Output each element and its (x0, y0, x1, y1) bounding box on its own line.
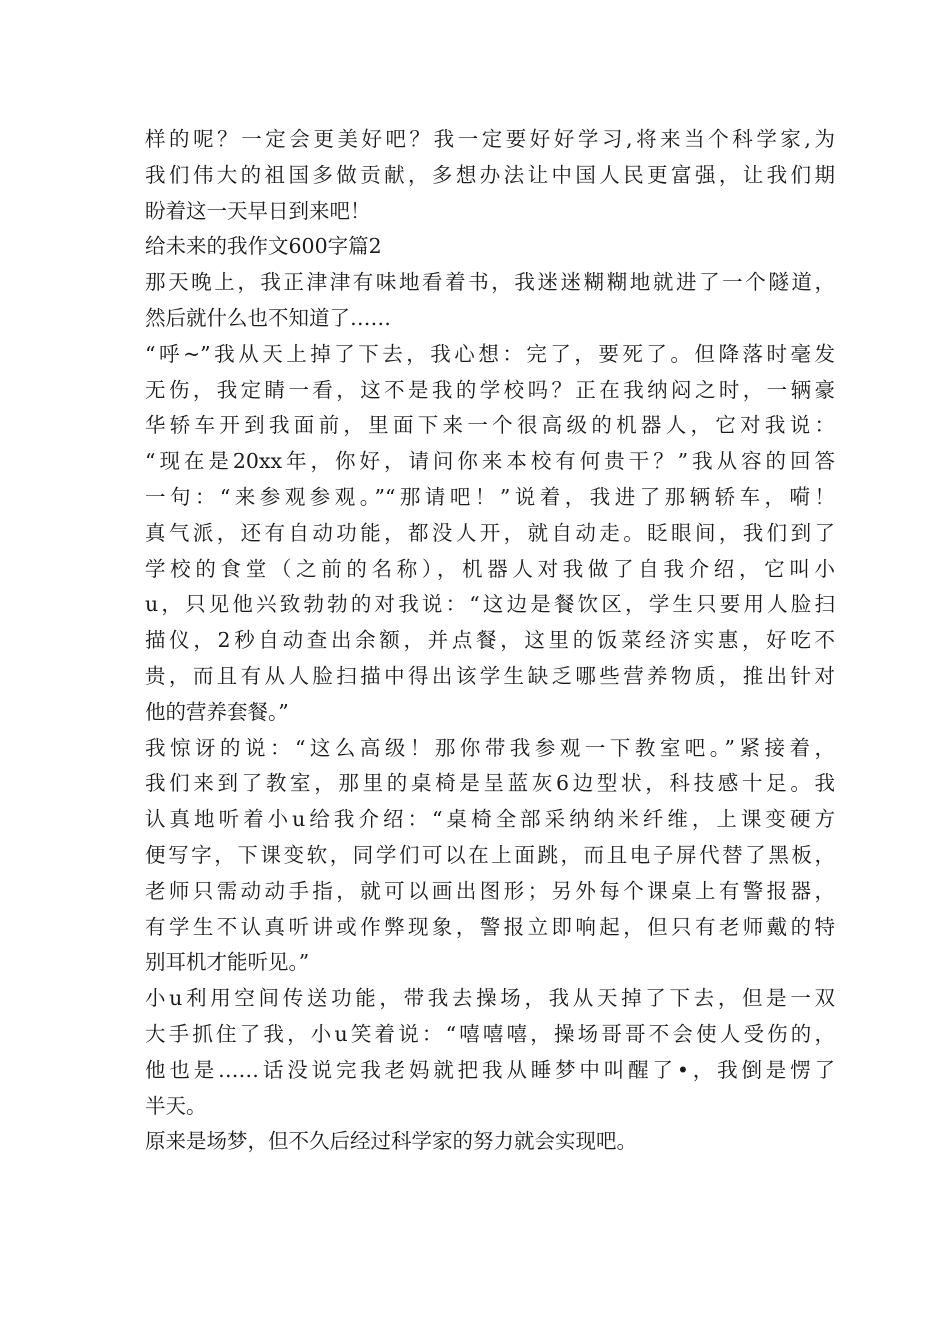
text-line: 盼着这一天早日到来吧！ (145, 198, 371, 223)
text-line: 原来是场梦，但不久后经过科学家的努力就会实现吧。 (145, 1129, 637, 1154)
text-line: 别耳机才能听见。” (145, 950, 310, 975)
text-line: 描仪，2秒自动查出余额，并点餐，这里的饭菜经济实惠，好吃不 (145, 628, 835, 653)
text-line: 一句：“来参观参观。”“那请吧！”说着，我进了那辆轿车，嗬！ (145, 484, 835, 509)
text-line: 有学生不认真听讲或作弊现象，警报立即响起，但只有老师戴的特 (145, 914, 835, 939)
text-line: 我们伟大的祖国多做贡献，多想办法让中国人民更富强，让我们期 (145, 162, 835, 187)
article-body (145, 122, 835, 1160)
text-line: 我们来到了教室，那里的桌椅是呈蓝灰6边型状，科技感十足。我 (145, 771, 835, 796)
text-line: 认真地听着小u给我介绍：“桌椅全部采纳纳米纤维，上课变硬方 (145, 807, 835, 832)
text-line: 样的呢？一定会更美好吧？我一定要好好学习,将来当个科学家,为 (145, 127, 835, 151)
text-line: 他的营养套餐。” (145, 699, 289, 724)
text-line: 半天。 (145, 1093, 207, 1118)
text-line: 小u利用空间传送功能，带我去操场，我从天掉了下去，但是一双 (145, 986, 835, 1011)
text-line: 老师只需动动手指，就可以画出图形；另外每个课桌上有警报器， (145, 878, 835, 903)
text-line: 华轿车开到我面前，里面下来一个很高级的机器人，它对我说： (145, 413, 835, 438)
text-line: 他也是……话没说完我老妈就把我从睡梦中叫醒了•，我倒是愣了 (145, 1057, 835, 1082)
text-line: 学校的食堂（之前的名称），机器人对我做了自我介绍，它叫小 (145, 556, 835, 581)
text-line: 大手抓住了我，小u笑着说：“嘻嘻嘻，操场哥哥不会使人受伤的， (145, 1021, 835, 1046)
text-line: 无伤，我定睛一看，这不是我的学校吗？正在我纳闷之时，一辆豪 (145, 377, 835, 402)
text-line: 然后就什么也不知道了…… (145, 305, 391, 330)
text-line: 我惊讶的说：“这么高级！那你带我参观一下教室吧。”紧接着， (145, 735, 835, 760)
text-line: u，只见他兴致勃勃的对我说：“这边是餐饮区，学生只要用人脸扫 (145, 592, 835, 617)
text-line: 那天晚上，我正津津有味地看着书，我迷迷糊糊地就进了一个隧道， (145, 270, 835, 295)
section-heading: 给未来的我作文600字篇2 (145, 234, 382, 259)
text-line: 贵，而且有从人脸扫描中得出该学生缺乏哪些营养物质，推出针对 (145, 663, 835, 688)
text-line: “现在是20xx年，你好，请问你来本校有何贵干？”我从容的回答 (145, 449, 835, 474)
text-line: “呼~”我从天上掉了下去，我心想：完了，要死了。但降落时毫发 (145, 341, 835, 366)
text-line: 真气派，还有自动功能，都没人开，就自动走。眨眼间，我们到了 (145, 520, 835, 545)
text-line: 便写字，下课变软，同学们可以在上面跳，而且电子屏代替了黑板， (145, 842, 835, 867)
